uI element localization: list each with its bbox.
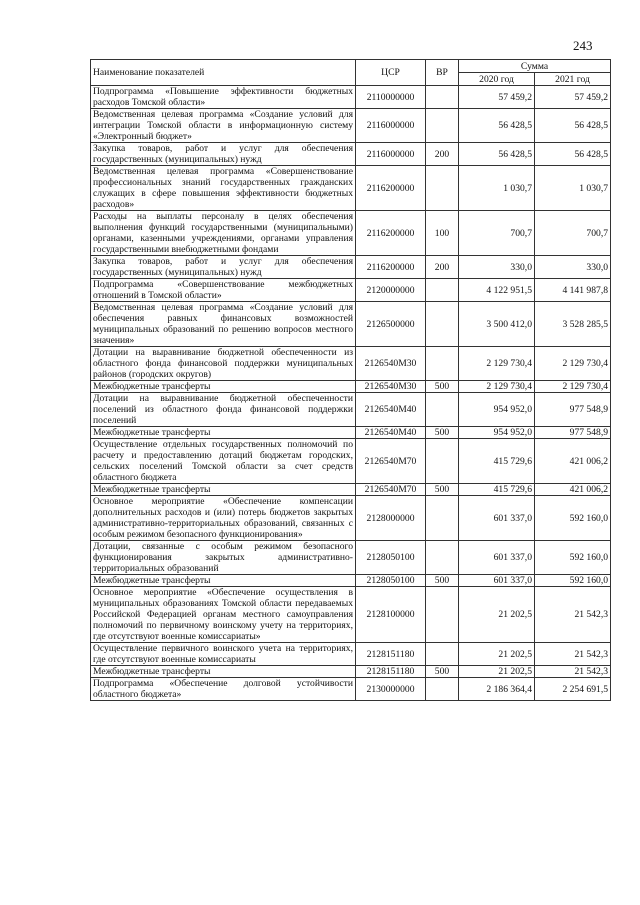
row-csr-code: 2116000000 [356,109,426,143]
row-sum-2020: 601 337,0 [459,541,535,575]
header-2021: 2021 год [535,73,611,86]
row-vr-code [426,587,459,643]
row-name: Основное мероприятие «Обеспечение осуществления в муниципальных образованиях Томской области передаваемых Российской Федерацией органам местного самоуправления полномочий по первичному воинскому учету на территориях, где отсутствуют военные комиссариаты» [91,587,356,643]
table-row [91,86,611,109]
table-row [91,256,611,279]
row-csr-code: 2126540М30 [356,347,426,381]
row-name: Дотации на выравнивание бюджетной обеспеченности поселений из областного фонда финансовой поддержки поселений [91,393,356,427]
row-sum-2021: 330,0 [535,256,611,279]
row-vr-code [426,347,459,381]
row-vr-code [426,678,459,701]
row-sum-2020: 2 129 730,4 [459,347,535,381]
table-row [91,302,611,347]
row-csr-code: 2126540М70 [356,484,426,496]
row-sum-2021: 592 160,0 [535,575,611,587]
table-row [91,211,611,256]
header-2020: 2020 год [459,73,535,86]
row-vr-code: 100 [426,211,459,256]
row-sum-2021: 592 160,0 [535,496,611,541]
row-csr-code: 2116000000 [356,143,426,166]
row-sum-2020: 954 952,0 [459,393,535,427]
row-sum-2020: 601 337,0 [459,496,535,541]
row-sum-2021: 2 129 730,4 [535,347,611,381]
row-sum-2020: 57 459,2 [459,86,535,109]
row-vr-code: 500 [426,575,459,587]
table-row [91,643,611,666]
row-csr-code: 2116200000 [356,256,426,279]
row-sum-2021: 592 160,0 [535,541,611,575]
header-sum: Сумма [459,60,611,73]
row-sum-2021: 421 006,2 [535,439,611,484]
row-csr-code: 2126500000 [356,302,426,347]
row-sum-2021: 977 548,9 [535,427,611,439]
row-sum-2020: 1 030,7 [459,166,535,211]
row-sum-2020: 601 337,0 [459,575,535,587]
row-sum-2021: 56 428,5 [535,109,611,143]
row-sum-2020: 330,0 [459,256,535,279]
row-vr-code [426,302,459,347]
row-vr-code: 200 [426,256,459,279]
row-name: Подпрограмма «Повышение эффективности бюджетных расходов Томской области» [91,86,356,109]
row-sum-2020: 21 202,5 [459,643,535,666]
row-sum-2021: 2 254 691,5 [535,678,611,701]
row-csr-code: 2128151180 [356,643,426,666]
row-csr-code: 2128100000 [356,587,426,643]
row-name: Межбюджетные трансферты [91,575,356,587]
row-csr-code: 2120000000 [356,279,426,302]
header-vr: ВР [426,60,459,86]
row-sum-2021: 977 548,9 [535,393,611,427]
row-vr-code: 500 [426,484,459,496]
row-sum-2020: 21 202,5 [459,666,535,678]
table-row [91,439,611,484]
row-sum-2020: 4 122 951,5 [459,279,535,302]
row-sum-2021: 21 542,3 [535,587,611,643]
row-vr-code [426,393,459,427]
row-sum-2021: 3 528 285,5 [535,302,611,347]
budget-table [90,59,611,701]
row-csr-code: 2128151180 [356,666,426,678]
row-csr-code: 2126540М40 [356,427,426,439]
row-name: Закупка товаров, работ и услуг для обеспечения государственных (муниципальных) нужд [91,143,356,166]
header-csr: ЦСР [356,60,426,86]
header-name: Наименование показателей [91,60,356,86]
row-csr-code: 2130000000 [356,678,426,701]
row-vr-code [426,541,459,575]
row-sum-2020: 21 202,5 [459,587,535,643]
row-csr-code: 2128000000 [356,496,426,541]
row-vr-code [426,439,459,484]
row-sum-2021: 4 141 987,8 [535,279,611,302]
table-row [91,484,611,496]
row-name: Расходы на выплаты персоналу в целях обеспечения выполнения функций государственными (муниципальными) органами, казенными учреждениями, органами управления государственными внебюджетными фондами [91,211,356,256]
row-name: Осуществление отдельных государственных полномочий по расчету и предоставлению дотаций бюджетам городских, сельских поселений Томской области за счет средств областного бюджета [91,439,356,484]
row-name: Дотации, связанные с особым режимом безопасного функционирования закрытых административно-территориальных образований [91,541,356,575]
row-name: Ведомственная целевая программа «Совершенствование профессиональных знаний государственных гражданских служащих в сфере повышения эффективности бюджетных расходов» [91,166,356,211]
row-name: Ведомственная целевая программа «Создание условий для обеспечения равных финансовых возможностей муниципальных образований по решению вопросов местного значения» [91,302,356,347]
row-csr-code: 2126540М40 [356,393,426,427]
row-vr-code: 200 [426,143,459,166]
row-name: Дотации на выравнивание бюджетной обеспеченности из областного фонда финансовой поддержки муниципальных районов (городских округов) [91,347,356,381]
row-sum-2020: 2 129 730,4 [459,381,535,393]
row-sum-2021: 21 542,3 [535,666,611,678]
row-sum-2021: 421 006,2 [535,484,611,496]
row-name: Подпрограмма «Совершенствование межбюджетных отношений в Томской области» [91,279,356,302]
row-sum-2020: 56 428,5 [459,143,535,166]
row-vr-code [426,496,459,541]
row-sum-2021: 2 129 730,4 [535,381,611,393]
row-sum-2021: 57 459,2 [535,86,611,109]
table-row [91,166,611,211]
row-csr-code: 2128050100 [356,541,426,575]
row-sum-2020: 3 500 412,0 [459,302,535,347]
row-csr-code: 2128050100 [356,575,426,587]
row-vr-code: 500 [426,381,459,393]
row-vr-code [426,86,459,109]
table-row [91,393,611,427]
row-name: Осуществление первичного воинского учета на территориях, где отсутствуют военные комиссариаты [91,643,356,666]
row-name: Межбюджетные трансферты [91,381,356,393]
table-row [91,347,611,381]
page-number: 243 [573,38,593,53]
row-name: Межбюджетные трансферты [91,484,356,496]
row-name: Закупка товаров, работ и услуг для обеспечения государственных (муниципальных) нужд [91,256,356,279]
table-row [91,541,611,575]
row-csr-code: 2116200000 [356,166,426,211]
row-name: Подпрограмма «Обеспечение долговой устойчивости областного бюджета» [91,678,356,701]
row-vr-code: 500 [426,666,459,678]
row-vr-code [426,109,459,143]
row-sum-2020: 2 186 364,4 [459,678,535,701]
row-sum-2020: 415 729,6 [459,439,535,484]
row-sum-2021: 21 542,3 [535,643,611,666]
row-vr-code: 500 [426,427,459,439]
table-row [91,143,611,166]
row-sum-2021: 700,7 [535,211,611,256]
table-row [91,587,611,643]
table-row [91,381,611,393]
row-csr-code: 2126540М30 [356,381,426,393]
row-sum-2021: 1 030,7 [535,166,611,211]
table-row [91,678,611,701]
row-csr-code: 2126540М70 [356,439,426,484]
row-name: Межбюджетные трансферты [91,427,356,439]
row-vr-code [426,166,459,211]
row-sum-2020: 415 729,6 [459,484,535,496]
table-row [91,575,611,587]
table-row [91,666,611,678]
row-csr-code: 2116200000 [356,211,426,256]
row-sum-2021: 56 428,5 [535,143,611,166]
row-vr-code [426,279,459,302]
row-name: Межбюджетные трансферты [91,666,356,678]
row-name: Ведомственная целевая программа «Создание условий для интеграции Томской области в информационную систему «Электронный бюджет» [91,109,356,143]
row-sum-2020: 700,7 [459,211,535,256]
row-sum-2020: 56 428,5 [459,109,535,143]
table-row [91,109,611,143]
row-name: Основное мероприятие «Обеспечение компенсации дополнительных расходов и (или) потерь бюджетов закрытых административно-территориальных образований, связанных с особым режимом безопасного функционирования» [91,496,356,541]
row-csr-code: 2110000000 [356,86,426,109]
row-sum-2020: 954 952,0 [459,427,535,439]
table-row [91,427,611,439]
row-vr-code [426,643,459,666]
table-row [91,279,611,302]
table-row [91,496,611,541]
